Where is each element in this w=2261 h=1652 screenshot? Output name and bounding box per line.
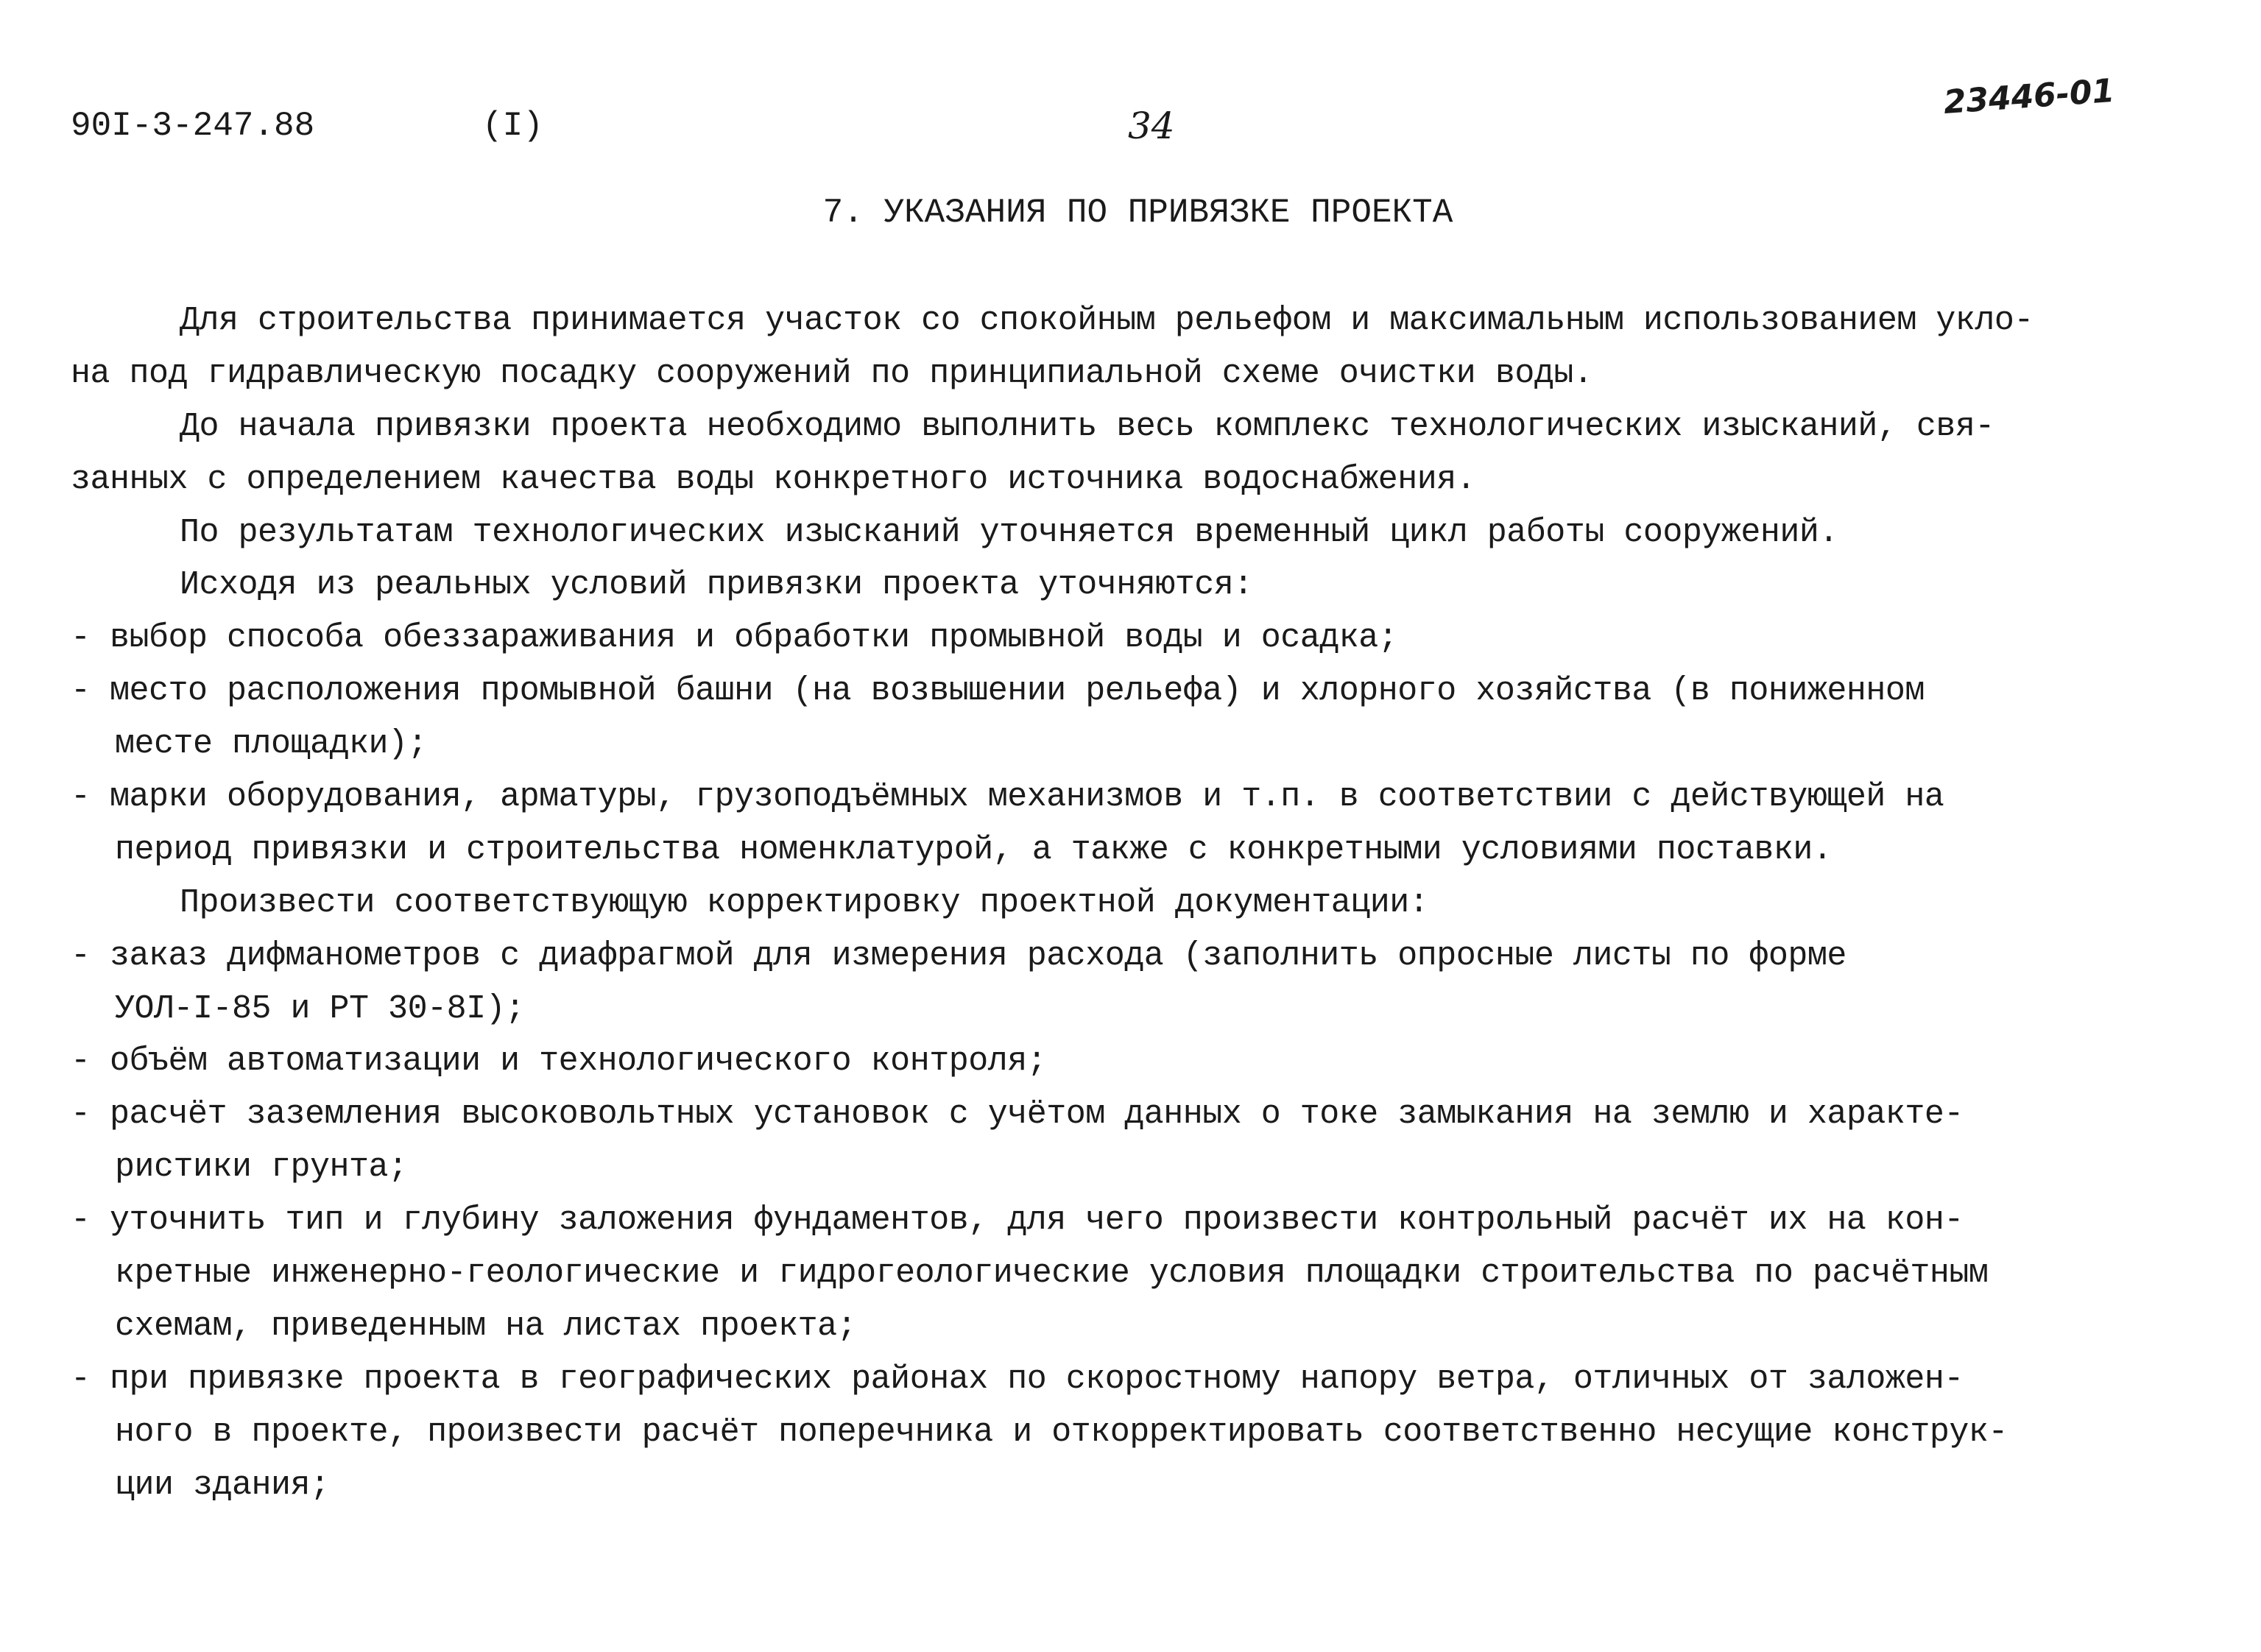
section-title: 7. УКАЗАНИЯ ПО ПРИВЯЗКЕ ПРОЕКТА — [822, 194, 1453, 232]
list-item: - уточнить тип и глубину заложения фундаментов, для чего произвести контрольный расчёт их на кон- — [71, 1201, 1964, 1240]
list-item-continuation: УОЛ-I-85 и РТ 30-8I); — [115, 989, 525, 1028]
list-item: - объём автоматизации и технологического контроля; — [71, 1042, 1047, 1081]
document-code: 90I-3-247.88 — [71, 107, 315, 145]
list-item: - место расположения промывной башни (на возвышении рельефа) и хлорного хозяйства (в пониженном — [71, 672, 1925, 710]
text-line: Исходя из реальных условий привязки проекта уточняются: — [180, 566, 1253, 604]
text-line: на под гидравлическую посадку сооружений по принципиальной схеме очистки воды. — [71, 354, 1593, 392]
list-item-continuation: схемам, приведенным на листах проекта; — [115, 1307, 857, 1345]
text-line: До начала привязки проекта необходимо выполнить весь комплекс технологических изысканий, свя- — [180, 407, 1994, 445]
page-number: 34 — [1128, 105, 1175, 147]
body-text — [71, 294, 2235, 1511]
list-item: - марки оборудования, арматуры, грузоподъёмных механизмов и т.п. в соответствии с действующей на — [71, 778, 1944, 816]
text-line: занных с определением качества воды конкретного источника водоснабжения. — [71, 460, 1476, 498]
list-item: - при привязке проекта в географических районах по скоростному напору ветра, отличных от заложен- — [71, 1360, 1964, 1398]
list-item: - заказ дифманометров с диафрагмой для измерения расхода (заполнить опросные листы по форме — [71, 936, 1846, 975]
list-item-continuation: ристики грунта; — [115, 1148, 408, 1187]
list-item-continuation: ции здания; — [115, 1466, 330, 1504]
list-item-continuation: период привязки и строительства номенклатурой, а также с конкретными условиями поставки. — [115, 830, 1833, 869]
text-line: По результатам технологических изысканий уточняется временный цикл работы сооружений. — [180, 513, 1838, 551]
list-item: - расчёт заземления высоковольтных установок с учётом данных о токе замыкания на землю и характе- — [71, 1095, 1964, 1134]
list-item-continuation: ного в проекте, произвести расчёт поперечника и откорректировать соответственно несущие конструк- — [115, 1413, 2008, 1451]
document-part: (I) — [482, 107, 543, 145]
text-line: Произвести соответствующую корректировку проектной документации: — [180, 883, 1429, 922]
list-item-continuation: месте площадки); — [115, 725, 428, 763]
list-item-continuation: кретные инженерно-геологические и гидрогеологические условия площадки строительства по расчётным — [115, 1254, 1989, 1293]
text-line: Для строительства принимается участок со спокойным рельефом и максимальным использованием укло- — [180, 302, 2034, 339]
archive-number: 23446-01 — [1942, 71, 2116, 121]
list-item: - выбор способа обеззараживания и обработки промывной воды и осадка; — [71, 619, 1398, 657]
